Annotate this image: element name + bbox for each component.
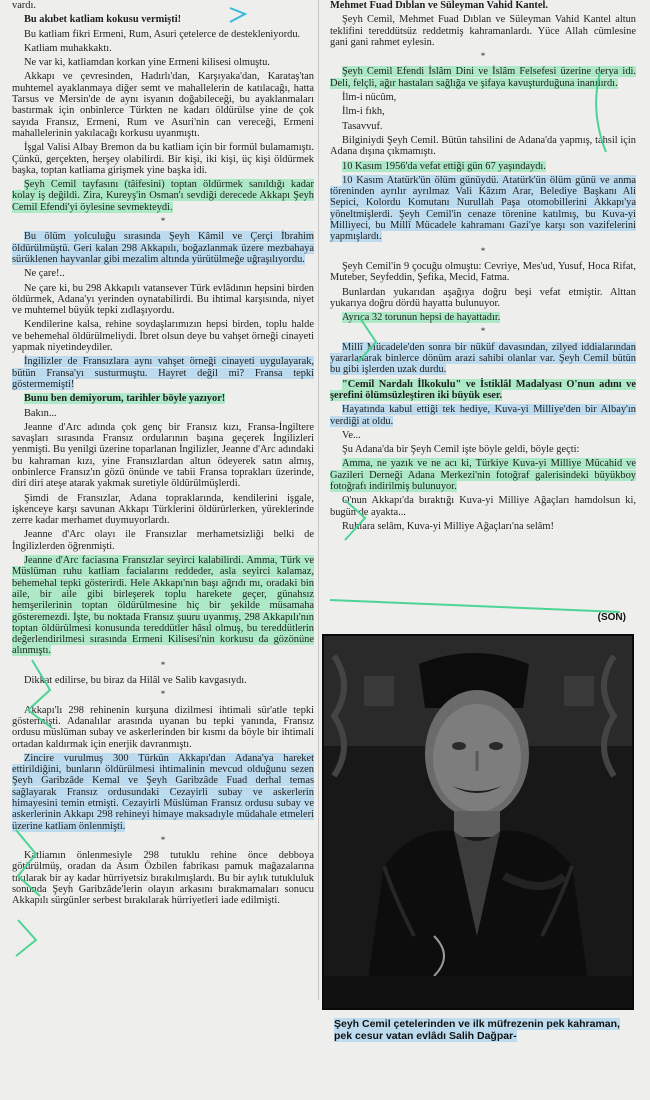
left-paragraph: Bu akıbet katliam kokusu vermişti! xyxy=(24,14,182,26)
separator-star: * xyxy=(480,326,486,337)
left-paragraph: Dikkat edilirse, bu biraz da Hilâl ve Salib kavgasıydı. xyxy=(24,675,247,687)
left-paragraph: vardı. xyxy=(12,0,36,11)
right-column xyxy=(330,0,636,535)
right-paragraph: Bilginiydi Şeyh Cemil. Bütün tahsilini de Adana'da yapmış, tahsil için Adana dışına çıkmamıştı. xyxy=(330,134,636,158)
right-paragraph xyxy=(330,312,636,323)
highlighted-text: Bunu ben demiyorum, tarihler böyle yazıyor! xyxy=(24,393,226,405)
left-paragraph: Jeanne d'Arc adında çok genç bir Fransız kızı, Fransa-İngiltere savaşları sırasında Fransız ordularının başına geçerek İngilizleri yenmişti. Bu yenilgi üzerine toparlanan İngilizler, Jeanne d'Arc adındaki bu kahraman kızı, yine Fransızlardan altun ödeyerek satın almış, onbinlerce Fransız'ın gözü önünde ve tabii Fransa toprakları üzerinde, diri diri ateşe atarak yakmak suretiyle öldürülmüşlerdi. xyxy=(12,421,314,490)
right-paragraph: O'nun Akkapı'da bıraktığı Kuva-yi Milliye Ağaçları hamdolsun ki, bugün de ayakta... xyxy=(330,495,636,518)
right-paragraph xyxy=(330,458,636,492)
column-divider xyxy=(318,0,319,1000)
portrait-photo xyxy=(322,634,634,1010)
right-paragraph xyxy=(330,342,636,376)
right-paragraph: İlm-i nücûm, xyxy=(342,92,397,104)
highlighted-text: Şeyh Cemil tayfasını (tâifesini) toptan öldürmek sanıldığı kadar kolay iş değildi. Zira, Kureyş'in Osman'ı sevdiği derecede Akkapı Şeyh Cemil Efendi'yi öylesine sevmekteydi. xyxy=(12,179,314,213)
left-paragraph xyxy=(12,179,314,213)
left-paragraph: Katliamın önlenmesiyle 298 tutuklu rehine önce debboya götürülmüş, oradan da Asım Özbilen fabrikası pamuk mağazalarına tıkılarak bir ay kadar hürriyetsiz bırakılmışlardı. Bu bir aylık tutukluluk sonunda Şeyh Garibzâde'lerin olayın arkasını bırakmamaları sonucu Akkapılı sürgünler serbest bırakılarak hürriyetleri iade edilmişti. xyxy=(12,850,314,907)
right-paragraph: İlm-i fıkh, xyxy=(342,106,385,118)
left-paragraph: Şimdi de Fransızlar, Adana topraklarında, kendilerini işgale, işkenceye karşı savunan Akkapı Türklerini öldürürlerken, yüreklerinde zerre kadar merhamet duymuyorlardı. xyxy=(12,492,314,527)
left-paragraph xyxy=(12,393,314,404)
left-paragraph: Bakın... xyxy=(24,407,57,419)
highlighted-text: İngilizler de Fransızlara aynı vahşet örneği cinayeti uygulayarak, bütün Fransa'yı susturmuştu. Hayret değil mi? Fransa tepki göstermemişti! xyxy=(12,356,314,390)
left-paragraph: Jeanne d'Arc olayı ile Fransızlar merhametsizliği belki de İngilizlerden öğrenmişti. xyxy=(12,529,314,552)
right-paragraph: Mehmet Fuad Dıblan ve Süleyman Vahid Kantel. xyxy=(330,0,548,11)
highlighted-text: "Cemil Nardalı İlkokulu" ve İstiklâl Madalyası O'nun adını ve şerefini ölümsüzleştiren iki büyük eser. xyxy=(330,378,636,401)
left-paragraph: Ne var ki, katliamdan korkan yine Ermeni kilisesi olmuştu. xyxy=(24,57,270,69)
highlighted-text: Hayatında kabul ettiği tek hediye, Kuva-yi Milliye'den bir Albay'ın verdiği at oldu. xyxy=(330,404,636,427)
right-paragraph: Ruhlara selâm, Kuva-yi Milliye Ağaçları'na selâm! xyxy=(342,520,554,532)
highlighted-text: Zincire vurulmuş 300 Türkün Akkapı'dan Adana'ya hareket ettirildiğini, bunların öldürülmesi ihtimalinin mevcud olduğunu sezen Şeyh Garibzâde Kemal ve Şeyh Garibzâde Fuad derhal temas sağlayarak Fransız ordusundaki Cezayirli subay ve askerlerin himayesini temin etmişti. Cezayirli Müslüman Fransız ordusu subay ve askerlerinin Akkapı 298 rehineyi himaye maksadıyle müdahale etmeleri üzerine katliam önlenmişti. xyxy=(12,752,314,832)
left-paragraph xyxy=(12,356,314,390)
separator-star: * xyxy=(160,216,166,227)
right-paragraph: Tasavvuf. xyxy=(342,120,383,132)
separator-star: * xyxy=(160,689,166,700)
portrait-illustration xyxy=(324,636,632,1008)
left-paragraph: Ne çare ki, bu 298 Akkapılı vatansever Türk evlâdının hepsini birden öldürmek, Adana'yı yerinden oynatabilirdi. Bu ihtimal karşısında, niyet ve muhtemel büyük tepki zıdlaşıyordu. xyxy=(12,282,314,317)
right-paragraph: Şeyh Cemil'in 9 çocuğu olmuştu: Cevriye, Mes'ud, Yusuf, Hoca Rifat, Muteber, Seyfeddin, Şefika, Mecid, Fatma. xyxy=(330,260,636,284)
separator-star: * xyxy=(160,659,166,670)
left-paragraph: Kendilerine kalsa, rehine soydaşlarımızın hepsi birden, toplu halde ve behemehal öldürülmeliydi. İbret olsun deye bu vahşet örneği cinayeti yapmak niyetindeydiler. xyxy=(12,319,314,354)
highlighted-text: 10 Kasım 1956'da vefat ettiği gün 67 yaşındaydı. xyxy=(342,160,546,172)
article-end-mark: (SON) xyxy=(597,612,626,623)
highlighted-text: Şeyh Cemil çetelerinden ve ilk müfrezenin pek kahraman, pek cesur vatan evlâdı Salih Dağpar- xyxy=(334,1018,620,1042)
left-column xyxy=(12,0,314,910)
left-paragraph xyxy=(12,555,314,657)
right-paragraph xyxy=(330,175,636,243)
left-paragraph xyxy=(12,231,314,265)
highlighted-text: Millî Mücadele'den sonra bir nüküf davasından, zilyed iddialarından yararlanarak binlerce dönüm arazi sahibi olanlar var. Şeyh Cemil bütün bu gibi işlerden uzak durdu. xyxy=(330,341,636,376)
highlighted-text: Şeyh Cemil Efendi İslâm Dini ve İslâm Felsefesi üzerine derya idi. Deli, felçli, ağır hastaları sağlığa ve şifaya kavuşturduğuna inanılırdı. xyxy=(330,66,636,89)
highlighted-text: Amma, ne yazık ve ne acı ki, Türkiye Kuva-yi Milliye Mücahid ve Gazileri Derneği Adana Merkezi'nin fotoğraf galerisindeki büyükboy fotoğrafı indirilmiş bulunuyor. xyxy=(330,458,636,492)
right-paragraph: Şeyh Cemil, Mehmet Fuad Dıblan ve Süleyman Vahid Kantel altun teklifini tereddütsüz reddetmiş kahramanlardı. Yüce Allah cümlesine gani gani rahmet eylesin. xyxy=(330,14,636,48)
separator-star: * xyxy=(160,834,166,845)
left-paragraph: Bu katliam fikri Ermeni, Rum, Asuri çetelerce de destekleniyordu. xyxy=(24,28,301,40)
separator-star: * xyxy=(480,51,486,62)
right-paragraph: Şu Adana'da bir Şeyh Cemil işte böyle geldi, böyle geçti: xyxy=(342,444,580,456)
highlighted-text: Bu ölüm yolculuğu sırasında Şeyh Kâmil ve Çerçi İbrahim öldürülmüştü. Geri kalan 298 Akkapılı, boğazlanmak üzere mezbahaya sürüklenen hayvanlar gibi mezalim altında yürütülmeğe uğraşılıyordu. xyxy=(12,231,314,265)
left-paragraph: Katliam muhakkaktı. xyxy=(24,42,112,54)
right-paragraph: Ve... xyxy=(342,429,361,441)
left-paragraph: Akkapı ve çevresinden, Hadırlı'dan, Karşıyaka'dan, Karataş'tan muhtemel ayaklanmaya diğer semt ve mahallelerin de katılacağı, hatta Tarsus ve Mersin'de de aynı isyanın doğabileceği, bu ayaklanmaları bastırmak için onbinlerce Türkten ne kadarı öldürülse yine de çok sayıda Fransız, Ermeni, Rum ve Asuri'nin can vereceği, Ermeni mahallelerinin yakılacağı korkusu uyanmıştı. xyxy=(12,71,314,139)
highlighted-text: Ayrıca 32 torunun hepsi de hayattadır. xyxy=(342,312,501,324)
right-paragraph xyxy=(330,404,636,427)
left-paragraph xyxy=(12,753,314,832)
highlighted-text: Jeanne d'Arc faciasına Fransızlar seyirci kalabilirdi. Amma, Türk ve Müslüman ruhu katliam facialarını reddeder, asla seyirci kalamaz, behemehal tepki gösterirdi. Hele Akkapı'nın başı ağrıdı mı, oradaki bin aile, bir aile gibi birleşerek toplu harekete geçer, günahsız hemşerilerinin toptan öldürülmesine hiç bir şekilde müsamaha gösteremezdi. İşte, bu noktada Fransız şuuru uyanmış, 298 Akkapılı'nın toptan öldürülmesi konusunda tereddütler hâsıl olmuş, bu tereddütlerin değerlendirilmesi sırasında Ermeni Kilisesi'nin korkusu da gözönüne alınmıştı. xyxy=(12,555,314,657)
right-paragraph xyxy=(330,66,636,89)
right-paragraph: Bunlardan yukarıdan aşağıya doğru beşi vefat etmiştir. Alttan yukarıya doğru dördü hayatta bulunuyor. xyxy=(330,286,636,309)
left-paragraph: Ne çare!.. xyxy=(24,268,65,280)
photo-caption xyxy=(334,1018,634,1042)
left-paragraph: Akkapı'lı 298 rehinenin kurşuna dizilmesi ihtimali sür'atle tepki göstermişti. Adanalılar arasında uyanan bu tepki yanında, Fransız ordusu müslüman subay ve askerlerinden bir kısmı da böyle bir ihtimali ortadan kaldırmak için enerjik davranmıştı. xyxy=(12,704,314,750)
highlighted-text: 10 Kasım Atatürk'ün ölüm günüydü. Atatürk'ün ölüm günü ve anma töreninden ayrılır ayrılmaz Vali Kâzım Arar, Belediye Başkanı Ali Sepici, Kolordu Komutanı Nurullah Paşa otomobillerini Akkapı'ya yöneltmişlerdi. Şeyh Cemil'in cenaze törenine katılmış, bu Kuva-yi Milliyeci, bu Millî Mücadele kahramanı Gazi'ye karşı son vazifelerini yapmışlardı. xyxy=(330,174,636,243)
right-paragraph xyxy=(330,379,636,402)
left-paragraph: İşgal Valisi Albay Bremon da bu katliam için bir formül bulamamıştı. Çünkü, gerçekten, herşey olabilirdi. Bir kişi, iki kişi, üç kişi öldürmek başka, toptan katliama girişmek yine başka idi. xyxy=(12,142,314,176)
separator-star: * xyxy=(480,245,486,256)
right-paragraph xyxy=(330,161,636,172)
